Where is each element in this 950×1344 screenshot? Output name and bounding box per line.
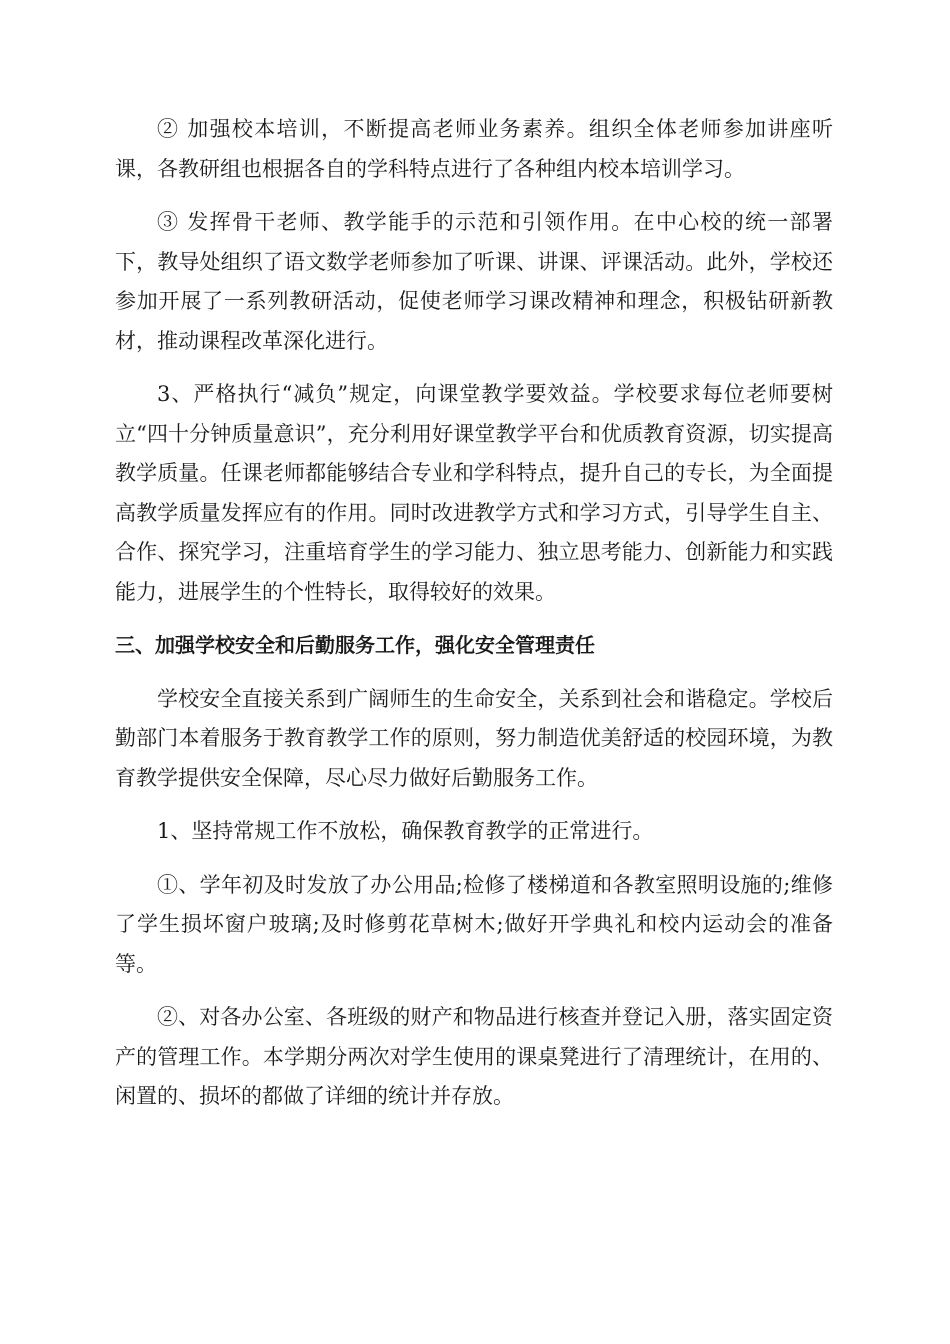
paragraph-training: ② 加强校本培训，不断提高老师业务素养。组织全体老师参加讲座听课，各教研组也根据各自的学科特点进行了各种组内校本培训学习。 — [115, 117, 833, 181]
paragraph-backbone-teachers: ③ 发挥骨干老师、教学能手的示范和引领作用。在中心校的统一部署下，教导处组织了语文数学老师参加了听课、讲课、评课活动。此外，学校还参加开展了一系列教研活动，促使老师学习课改精神和理念，积极钻研新教材，推动课程改革深化进行。 — [115, 210, 833, 353]
document-body — [115, 110, 833, 1131]
paragraph-burden-reduction: 3、严格执行“减负”规定，向课堂教学要效益。学校要求每位老师要树立“四十分钟质量意识”，充分利用好课堂教学平台和优质教育资源，切实提高教学质量。任课老师都能够结合专业和学科特点，提升自己的专长，为全面提高教学质量发挥应有的作用。同时改进教学方式和学习方式，引导学生自主、合作、探究学习，注重培育学生的学习能力、独立思考能力、创新能力和实践能力，进展学生的个性特长，取得较好的效果。 — [115, 382, 833, 604]
paragraph-supplies-maintenance: ①、学年初及时发放了办公用品;检修了楼梯道和各教室照明设施的;维修了学生损坏窗户玻璃;及时修剪花草树木;做好开学典礼和校内运动会的准备等。 — [115, 872, 833, 976]
paragraph-safety-intro: 学校安全直接关系到广阔师生的生命安全，关系到社会和谐稳定。学校后勤部门本着服务于教育教学工作的原则，努力制造优美舒适的校园环境，为教育教学提供安全保障，尽心尽力做好后勤服务工作。 — [115, 686, 833, 790]
section-heading-safety: 三、加强学校安全和后勤服务工作，强化安全管理责任 — [115, 633, 595, 657]
paragraph-asset-management: ②、对各办公室、各班级的财产和物品进行核查并登记入册，落实固定资产的管理工作。本学期分两次对学生使用的课桌凳进行了清理统计，在用的、闲置的、损坏的都做了详细的统计并存放。 — [115, 1005, 833, 1108]
paragraph-routine-work: 1、坚持常规工作不放松，确保教育教学的正常进行。 — [157, 819, 654, 843]
